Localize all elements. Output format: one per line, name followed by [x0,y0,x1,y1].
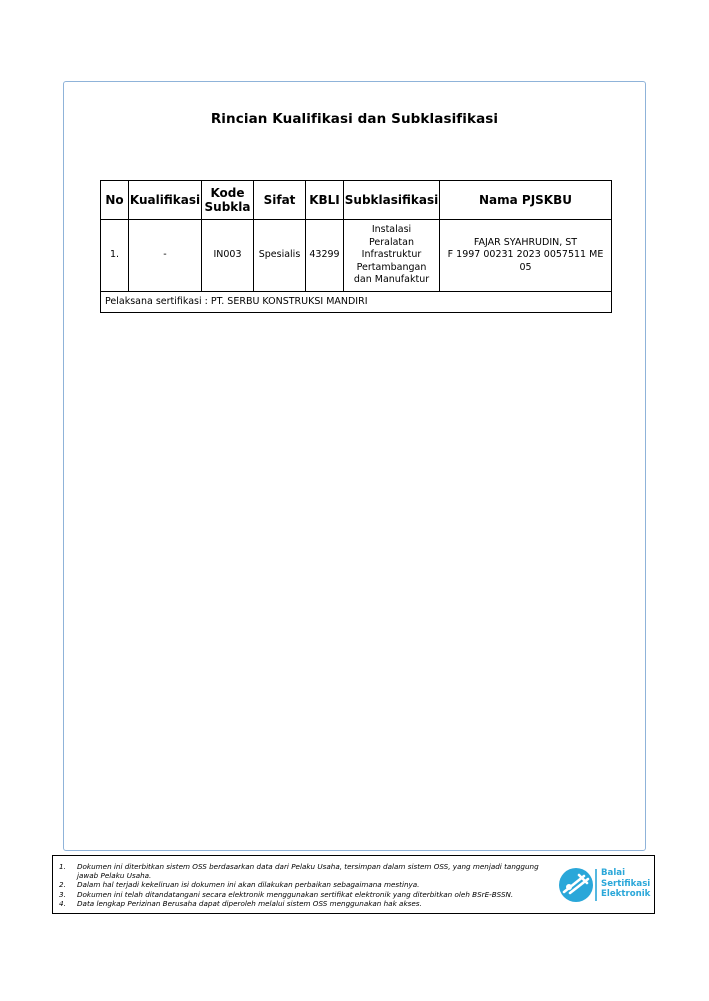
page-title: Rincian Kualifikasi dan Subklasifikasi [210,111,499,127]
header-kode-subkla: Kode Subkla [202,181,254,220]
cell-kode-subkla: IN003 [202,220,254,292]
header-kualifikasi: Kualifikasi [129,181,202,220]
header-no: No [101,181,129,220]
header-kbli: KBLI [306,181,344,220]
note-text: Dalam hal terjadi kekeliruan isi dokumen ini akan dilakukan perbaikan sebagaimana mestinya. [77,880,420,890]
table-row [101,220,612,292]
cell-kualifikasi: - [129,220,202,292]
cell-subklasifikasi: Instalasi Peralatan Infrastruktur Pertambangan dan Manufaktur [344,220,440,292]
note-item [59,862,554,880]
logo-line-1: Balai [601,868,626,878]
note-text: Dokumen ini diterbitkan sistem OSS berdasarkan data dari Pelaku Usaha, tersimpan dalam sistem OSS, yang menjadi tanggung jawab Pelaku Usaha. [77,862,539,881]
note-item [59,899,554,908]
note-text: Data lengkap Perizinan Berusaha dapat diperoleh melalui sistem OSS menggunakan hak akses. [77,898,422,908]
table-header-row [101,181,612,220]
cell-no: 1. [101,220,129,292]
note-number: 2. [59,880,66,890]
note-number: 1. [59,862,66,871]
logo-line-2: Sertifikasi [601,878,651,889]
note-number: 4. [59,898,66,908]
note-text: Dokumen ini telah ditandatangani secara elektronik menggunakan sertifikat elektronik yang diterbitkan oleh BSrE-BSSN. [77,889,514,899]
logo-line-3: Elektronik [601,889,651,899]
header-subklasifikasi: Subklasifikasi [344,181,440,220]
certification-executor: Pelaksana sertifikasi : PT. SERBU KONSTRUKSI MANDIRI [101,292,612,313]
notes-list [59,862,554,908]
note-item [59,890,554,899]
cell-nama-pjskbu: FAJAR SYAHRUDIN, ST F 1997 00231 2023 0057511 ME 05 [440,220,612,292]
bsre-logo-text [601,868,650,900]
table-footer-row [101,292,612,313]
note-item [59,880,554,889]
cell-kbli: 43299 [306,220,344,292]
note-number: 3. [59,889,66,899]
cell-sifat: Spesialis [254,220,306,292]
qualification-table [100,180,612,313]
header-sifat: Sifat [254,181,306,220]
header-nama-pjskbu: Nama PJSKBU [440,181,612,220]
